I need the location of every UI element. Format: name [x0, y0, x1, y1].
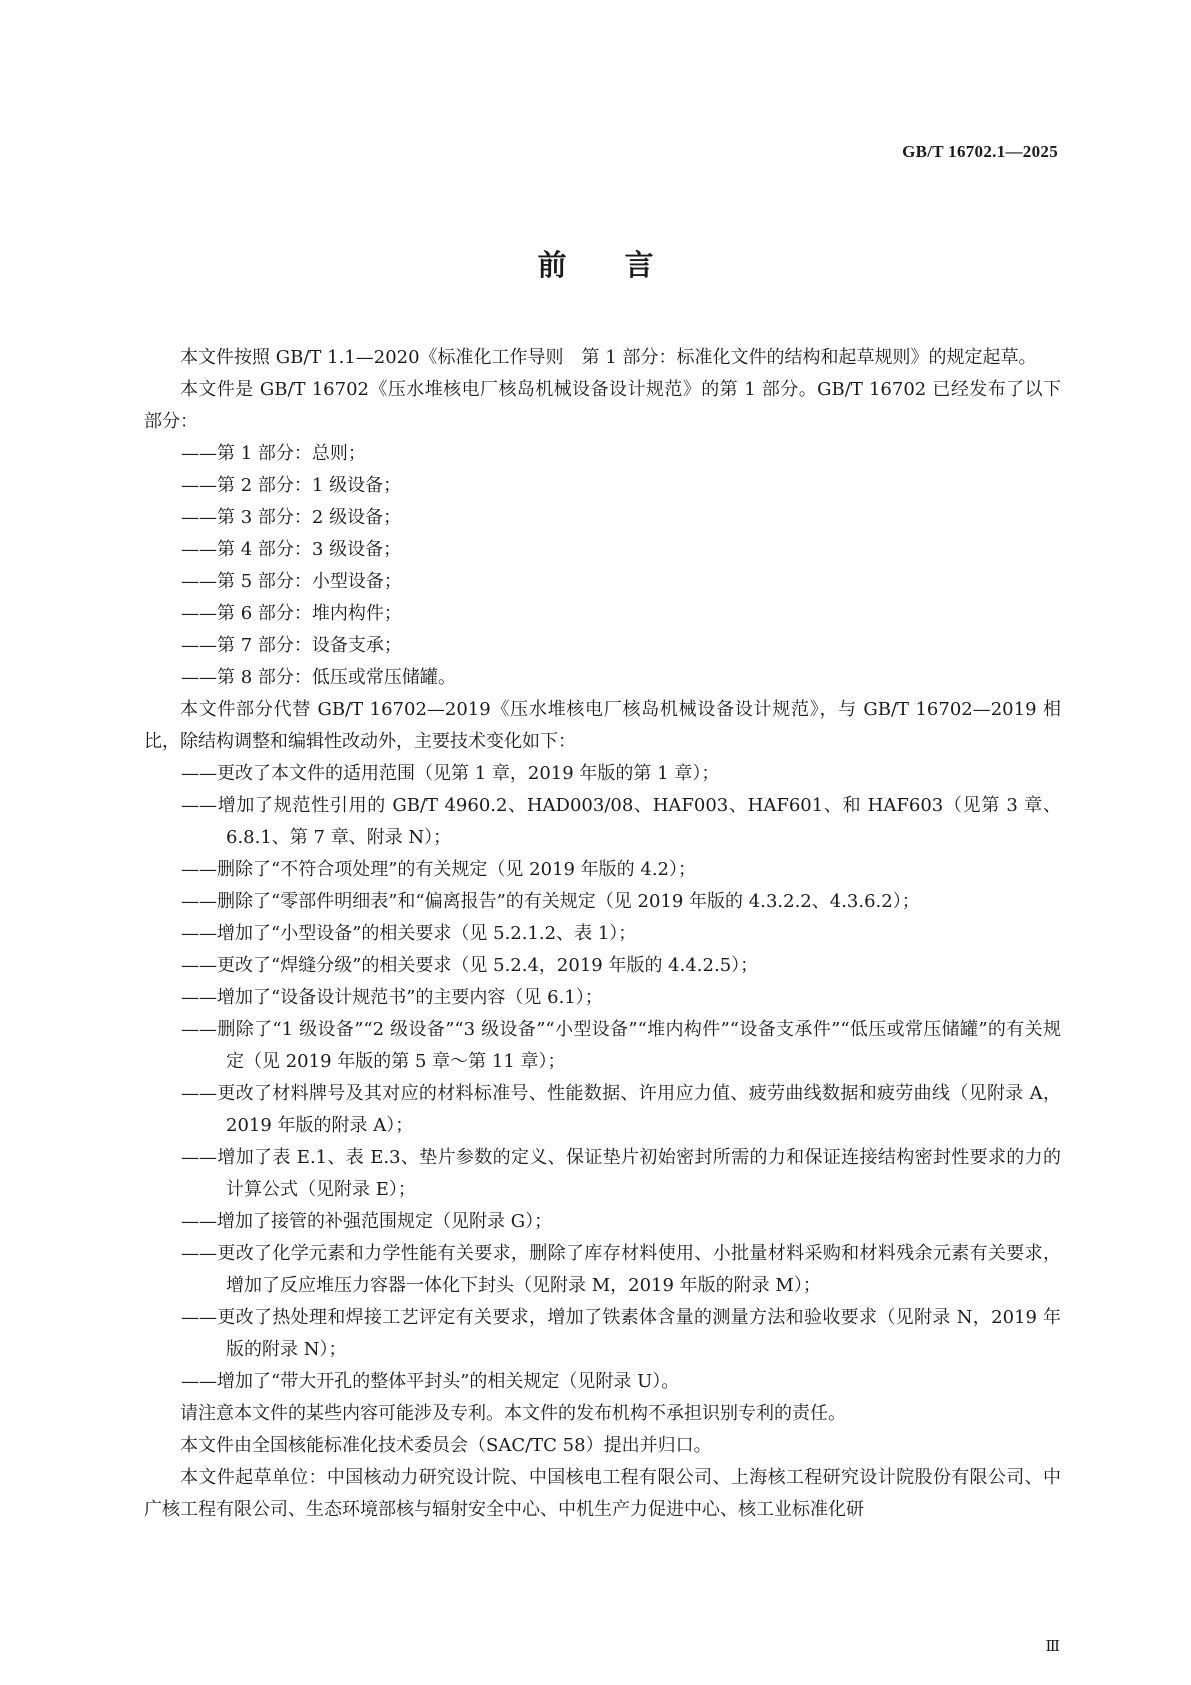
part-item: ——第 7 部分：设备支承； [181, 635, 402, 656]
proposer-paragraph: 本文件由全国核能标准化技术委员会（SAC/TC 58）提出并归口。 [180, 1435, 712, 1456]
drafting-units-paragraph: 本文件起草单位：中国核动力研究设计院、中国核电工程有限公司、上海核工程研究设计院股份有限公司、中广核工程有限公司、生态环境部核与辐射安全中心、中机生产力促进中心、核工业标准化研 [144, 1467, 1061, 1520]
replace-paragraph: 本文件部分代替 GB/T 16702—2019《压水堆核电厂核岛机械设备设计规范》，与 GB/T 16702—2019 相比，除结构调整和编辑性改动外，主要技术变化如下： [144, 699, 1061, 752]
document-code: GB/T 16702.1—2025 [902, 142, 1058, 161]
part-item: ——第 6 部分：堆内构件； [181, 603, 402, 624]
change-item: ——更改了“焊缝分级”的相关要求（见 5.2.4，2019 年版的 4.4.2.5）； [181, 955, 759, 976]
change-item: ——增加了接管的补强范围规定（见附录 G）； [181, 1211, 553, 1232]
page-title: 前言 [537, 248, 712, 282]
change-item: ——更改了材料牌号及其对应的材料标准号、性能数据、许用应力值、疲劳曲线数据和疲劳曲线（见附录 A，2019 年版的附录 A）； [181, 1083, 1061, 1136]
change-item: ——增加了规范性引用的 GB/T 4960.2、HAD003/08、HAF003、HAF601、和 HAF603（见第 3 章、6.8.1、第 7 章、附录 N）； [181, 795, 1061, 848]
part-item: ——第 3 部分：2 级设备； [181, 507, 402, 528]
intro-paragraph: 本文件是 GB/T 16702《压水堆核电厂核岛机械设备设计规范》的第 1 部分。GB/T 16702 已经发布了以下部分： [144, 379, 1061, 432]
intro-paragraph: 本文件按照 GB/T 1.1—2020《标准化工作导则 第 1 部分：标准化文件的结构和起草规则》的规定起草。 [180, 347, 1037, 368]
part-item: ——第 2 部分：1 级设备； [181, 475, 402, 496]
change-item: ——增加了“带大开孔的整体平封头”的相关规定（见附录 U）。 [181, 1371, 680, 1392]
part-item: ——第 5 部分：小型设备； [181, 571, 402, 592]
change-item: ——增加了“设备设计规范书”的主要内容（见 6.1）； [181, 987, 603, 1008]
part-item: ——第 8 部分：低压或常压储罐。 [181, 667, 456, 688]
part-item: ——第 4 部分：3 级设备； [181, 539, 402, 560]
patent-notice: 请注意本文件的某些内容可能涉及专利。本文件的发布机构不承担识别专利的责任。 [180, 1403, 846, 1424]
page-number: Ⅲ [1045, 1637, 1060, 1655]
change-item: ——增加了表 E.1、表 E.3、垫片参数的定义、保证垫片初始密封所需的力和保证连接结构密封性要求的力的计算公式（见附录 E）； [181, 1147, 1061, 1200]
change-item: ——增加了“小型设备”的相关要求（见 5.2.1.2、表 1）； [181, 923, 637, 944]
change-item: ——更改了化学元素和力学性能有关要求，删除了库存材料使用、小批量材料采购和材料残余元素有关要求，增加了反应堆压力容器一体化下封头（见附录 M，2019 年版的附录 M）； [181, 1243, 1061, 1296]
change-item: ——删除了“1 级设备”“2 级设备”“3 级设备”“小型设备”“堆内构件”“设备支承件”“低压或常压储罐”的有关规定（见 2019 年版的第 5 章～第 11 章）； [181, 1019, 1061, 1072]
part-item: ——第 1 部分：总则； [181, 443, 366, 464]
change-item: ——删除了“零部件明细表”和“偏离报告”的有关规定（见 2019 年版的 4.3.2.2、4.3.6.2）； [181, 891, 920, 912]
foreword-body [144, 342, 1061, 1526]
change-item: ——更改了本文件的适用范围（见第 1 章，2019 年版的第 1 章）； [181, 763, 720, 784]
change-item: ——删除了“不符合项处理”的有关规定（见 2019 年版的 4.2）； [181, 859, 697, 880]
change-item: ——更改了热处理和焊接工艺评定有关要求，增加了铁素体含量的测量方法和验收要求（见附录 N，2019 年版的附录 N）； [181, 1307, 1061, 1360]
